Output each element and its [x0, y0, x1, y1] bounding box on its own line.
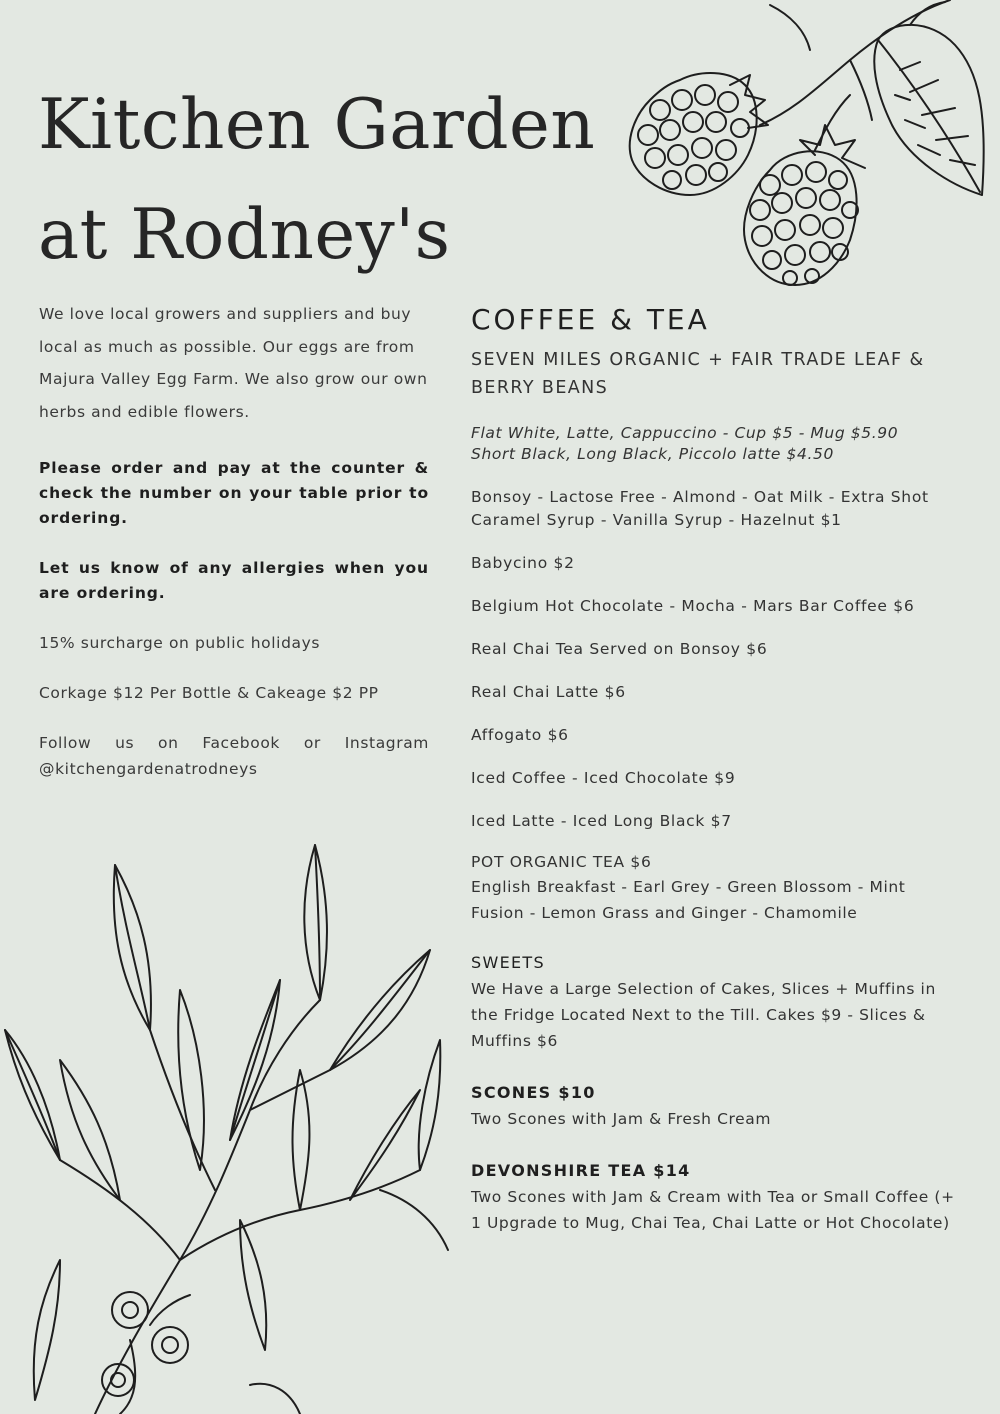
- milk-extras-line-1: Bonsoy - Lactose Free - Almond - Oat Milk - Extra Shot: [471, 488, 929, 506]
- espresso-line-2: Short Black, Long Black, Piccolo latte $4.50: [471, 445, 834, 463]
- surcharge-note: 15% surcharge on public holidays: [39, 634, 321, 652]
- allergy-note: Let us know of any allergies when you are ordering.: [39, 559, 429, 602]
- devonshire-heading: DEVONSHIRE TEA $14: [471, 1161, 691, 1180]
- chai-latte-item: Real Chai Latte $6: [471, 683, 626, 701]
- beans-subheading: SEVEN MILES ORGANIC + FAIR TRADE LEAF & BERRY BEANS: [471, 350, 925, 398]
- sweets-heading: SWEETS: [471, 953, 545, 972]
- iced-latte-item: Iced Latte - Iced Long Black $7: [471, 812, 732, 830]
- title-line-1: Kitchen Garden: [38, 85, 596, 165]
- scones-heading: SCONES $10: [471, 1083, 596, 1102]
- instagram-handle: @kitchengardenatrodneys: [39, 760, 258, 778]
- pot-tea-list: English Breakfast - Earl Grey - Green Blossom - Mint Fusion - Lemon Grass and Ginger - Chamomile: [471, 878, 906, 922]
- sweets-text: We Have a Large Selection of Cakes, Slices + Muffins in the Fridge Located Next to the Till. Cakes $9 - Slices & Muffins $6: [471, 980, 936, 1050]
- milk-extras-line-2: Caramel Syrup - Vanilla Syrup - Hazelnut $1: [471, 511, 842, 529]
- title-line-2: at Rodney's: [38, 195, 451, 275]
- devonshire-text: Two Scones with Jam & Cream with Tea or Small Coffee (+ 1 Upgrade to Mug, Chai Tea, Chai Latte or Hot Chocolate): [471, 1188, 955, 1232]
- affogato-item: Affogato $6: [471, 726, 569, 744]
- corkage-note: Corkage $12 Per Bottle & Cakeage $2 PP: [39, 684, 379, 702]
- menu-column: [471, 300, 971, 1236]
- order-note: Please order and pay at the counter & check the number on your table prior to ordering.: [39, 459, 429, 527]
- hot-chocolate-item: Belgium Hot Chocolate - Mocha - Mars Bar Coffee $6: [471, 597, 915, 615]
- babycino-item: Babycino $2: [471, 554, 575, 572]
- pot-tea-heading: POT ORGANIC TEA $6: [471, 853, 652, 871]
- iced-coffee-item: Iced Coffee - Iced Chocolate $9: [471, 769, 736, 787]
- follow-line: Follow us on Facebook or Instagram: [39, 734, 429, 752]
- espresso-line-1: Flat White, Latte, Cappuccino - Cup $5 - Mug $5.90: [471, 424, 899, 442]
- page-title: [38, 70, 658, 290]
- raspberry-branch-icon: [620, 0, 1000, 300]
- intro-column: [39, 298, 429, 782]
- coffee-tea-heading: COFFEE & TEA: [471, 303, 710, 336]
- intro-text: We love local growers and suppliers and buy local as much as possible. Our eggs are from Majura Valley Egg Farm. We also grow our own herbs and edible flowers.: [39, 305, 428, 421]
- chai-tea-item: Real Chai Tea Served on Bonsoy $6: [471, 640, 768, 658]
- eucalyptus-branch-icon: [0, 840, 450, 1414]
- scones-text: Two Scones with Jam & Fresh Cream: [471, 1110, 772, 1128]
